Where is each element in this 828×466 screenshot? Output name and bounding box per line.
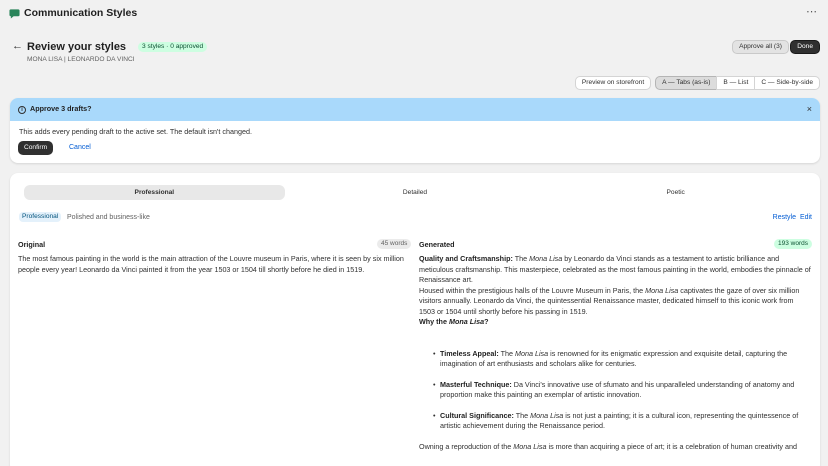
original-word-count: 45 words <box>377 239 411 249</box>
tab-detailed[interactable]: Detailed <box>402 189 428 196</box>
banner-header <box>10 98 820 121</box>
original-heading: Original <box>18 240 46 249</box>
view-switcher <box>655 76 820 90</box>
approve-all-button[interactable]: Approve all (3) <box>732 40 789 54</box>
tab-professional[interactable]: Professional <box>24 185 285 200</box>
banner-title: Approve 3 drafts? <box>30 104 92 114</box>
page-header <box>12 40 820 68</box>
ellipsis-icon[interactable]: ⋯ <box>806 6 818 18</box>
list-item: • Cultural Significance: The Mona Lisa is not just a painting; it is a cultural icon, representing the quintessence of artistic achievement during the Renaissance period. <box>433 411 811 432</box>
confirm-button[interactable]: Confirm <box>18 141 53 155</box>
banner-text: This adds every pending draft to the active set. The default isn't changed. <box>19 127 252 136</box>
generated-paragraph: Quality and Craftsmanship: The Mona Lisa by Leonardo da Vinci stands as a testament to artistic brilliance and meticulous craftsmanship. This masterpiece, celebrated as the most famous painting in the world, embodies the pinnacle of Renaissance art. <box>419 254 811 284</box>
generated-bullet-list <box>419 349 811 432</box>
back-arrow-icon[interactable]: ← <box>12 40 23 52</box>
generated-word-count: 193 words <box>774 239 812 249</box>
generated-text <box>419 254 811 452</box>
approve-banner <box>10 98 820 163</box>
view-toolbar <box>575 76 820 90</box>
done-button[interactable]: Done <box>790 40 820 54</box>
tab-poetic[interactable]: Poetic <box>666 189 685 196</box>
view-side-by-side-button[interactable]: C — Side-by-side <box>754 76 820 90</box>
info-icon: i <box>18 106 26 114</box>
app-title: Communication Styles <box>24 6 138 19</box>
generated-subheading: Why the Mona Lisa? <box>419 317 489 326</box>
generated-heading: Generated <box>419 240 455 249</box>
list-item: • Masterful Technique: Da Vinci's innovative use of sfumato and his unparalleled understanding of anatomy and proportion make this painting an exemplar of artistic innovation. <box>433 380 811 401</box>
chat-bubble-icon <box>9 8 20 19</box>
status-badge: 3 styles · 0 approved <box>138 42 207 52</box>
generated-paragraph: Housed within the prestigious halls of the Louvre Museum in Paris, the Mona Lisa captivates the gaze of over six million visitors annually. Leonardo da Vinci, the quintessential Renaissance master, dedicated himself to this iconic work from 1503 or 1504 until shortly before his passing in 1519. <box>419 285 800 316</box>
edit-link[interactable]: Edit <box>799 214 812 221</box>
app-topbar <box>0 0 828 27</box>
style-tag: Professional <box>19 212 61 222</box>
style-review-card <box>10 173 820 466</box>
style-tabs <box>24 185 806 200</box>
page-title: Review your styles <box>27 41 127 53</box>
generated-paragraph: Owning a reproduction of the Mona Lisa is more than acquiring a piece of art; it is a celebration of human creativity and <box>419 441 797 451</box>
page-subtitle: MONA LISA | LEONARDO DA VINCI <box>27 56 135 63</box>
preview-storefront-button[interactable]: Preview on storefront <box>575 76 651 90</box>
close-icon[interactable]: × <box>806 104 812 114</box>
view-list-button[interactable]: B — List <box>716 76 755 90</box>
restyle-link[interactable]: Restyle <box>772 214 796 221</box>
cancel-link[interactable]: Cancel <box>69 144 91 151</box>
view-tabs-button[interactable]: A — Tabs (as-is) <box>655 76 717 90</box>
list-item: • Timeless Appeal: The Mona Lisa is renowned for its enigmatic expression and exquisite detail, capturing the imagination of art enthusiasts and scholars alike for centuries. <box>433 349 811 370</box>
original-text: The most famous painting in the world is the main attraction of the Louvre museum in Paris, where it is seen by six million people every year! Leonardo da Vinci painted it from the year 1503 or 1504 till shortly before he died in 1519. <box>18 254 404 274</box>
style-description: Polished and business-like <box>67 214 150 221</box>
